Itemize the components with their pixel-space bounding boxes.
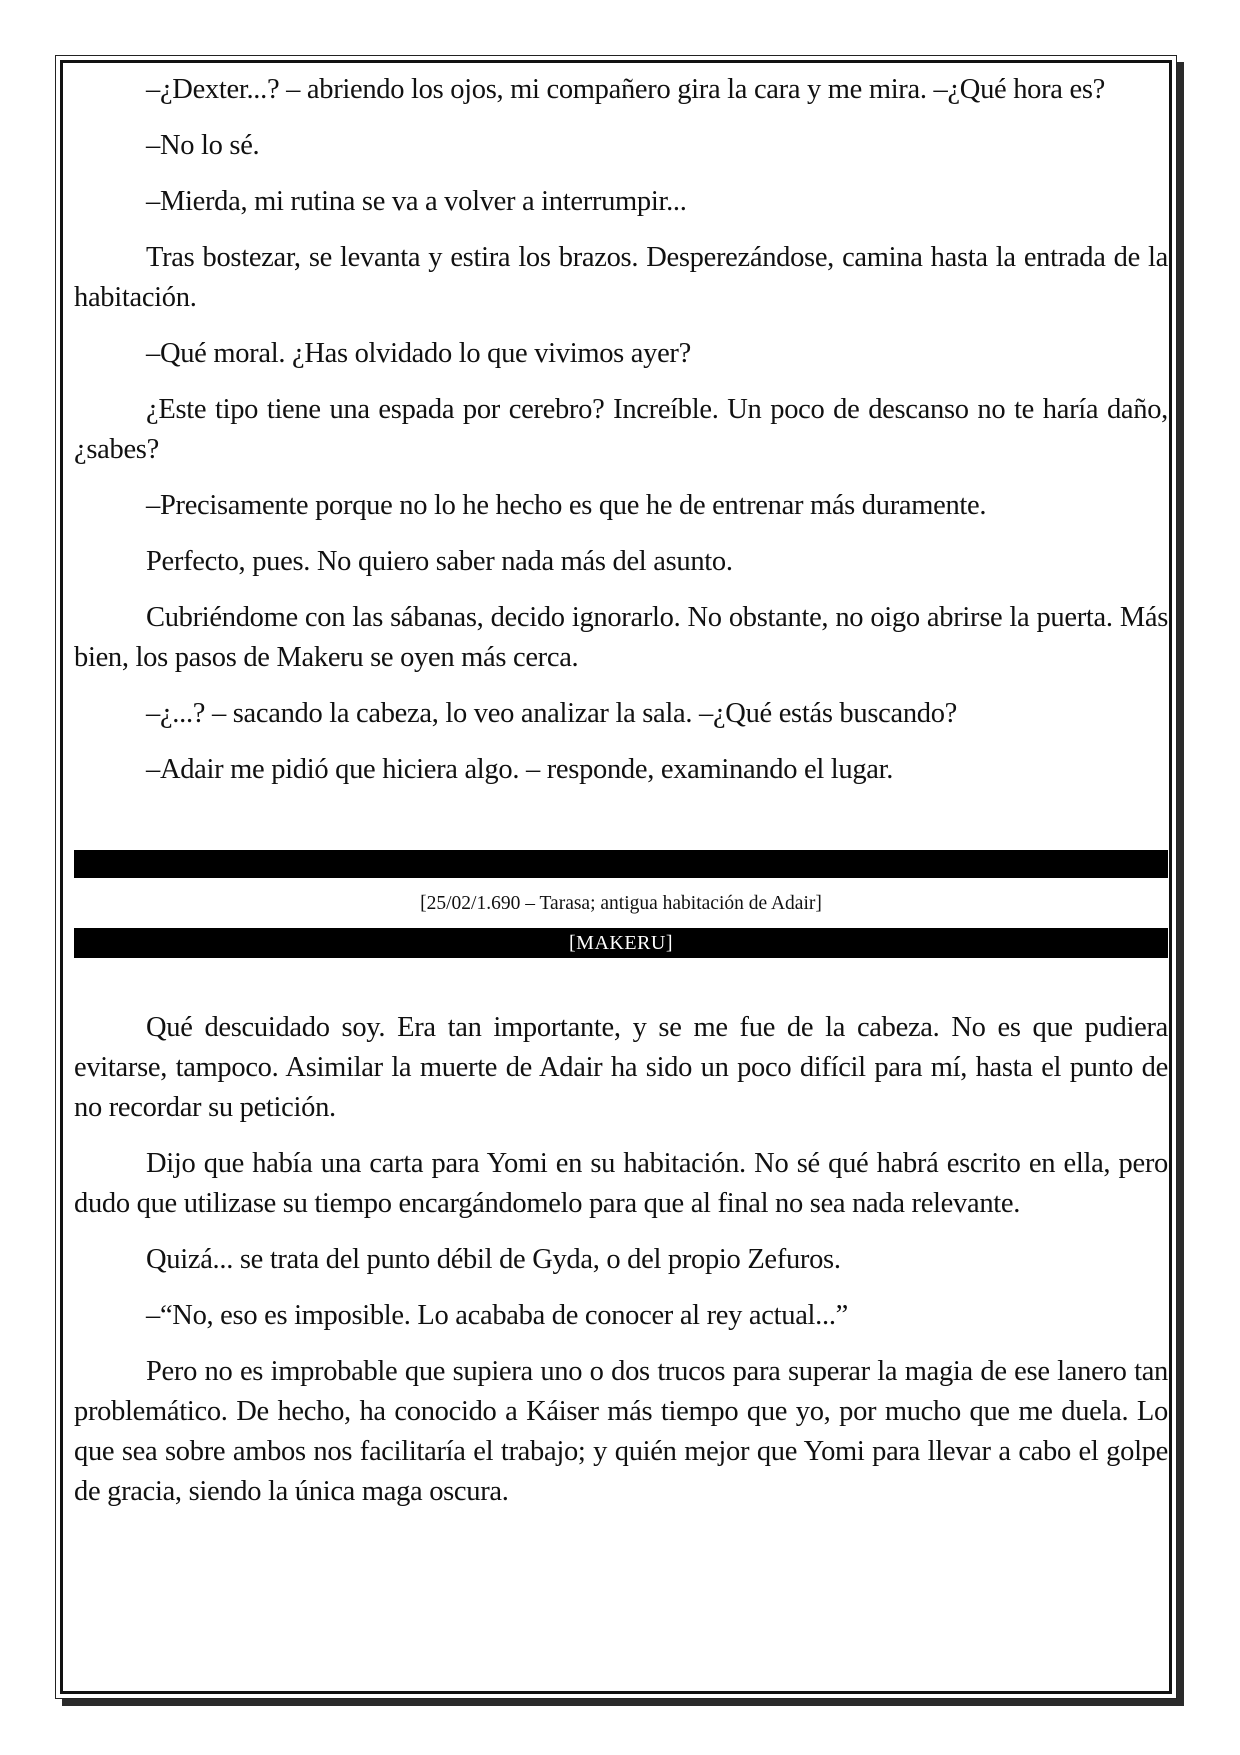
paragraph: –¿Dexter...? – abriendo los ojos, mi compañero gira la cara y me mira. –¿Qué hora es? [146, 74, 1105, 105]
paragraph: –¿...? – sacando la cabeza, lo veo analizar la sala. –¿Qué estás buscando? [146, 698, 958, 729]
paragraph: Pero no es improbable que supiera uno o dos trucos para superar la magia de ese lanero tan problemático. De hecho, ha conocido a Káiser más tiempo que yo, por mucho que me duela. Lo que sea sobre ambos nos facilitaría el trabajo; y quién mejor que Yomi para llevar a cabo el golpe de gracia, siendo la única maga oscura. [74, 1356, 1168, 1507]
paragraph: –Qué moral. ¿Has olvidado lo que vivimos ayer? [146, 338, 691, 369]
paragraph: Perfecto, pues. No quiero saber nada más del asunto. [146, 546, 733, 577]
section-date-location: [25/02/1.690 – Tarasa; antigua habitación de Adair] [420, 893, 822, 914]
paragraph: –No lo sé. [146, 130, 260, 161]
paragraph: –“No, eso es imposible. Lo acababa de conocer al rey actual...” [146, 1300, 848, 1331]
paragraph: –Precisamente porque no lo he hecho es que he de entrenar más duramente. [146, 490, 987, 521]
paragraph: Quizá... se trata del punto débil de Gyda, o del propio Zefuros. [146, 1244, 841, 1275]
paragraph: Qué descuidado soy. Era tan importante, y se me fue de la cabeza. No es que pudiera evitarse, tampoco. Asimilar la muerte de Adair ha sido un poco difícil para mí, hasta el punto de no recordar su petición. [74, 1012, 1168, 1123]
section-divider-bar [74, 850, 1168, 878]
paragraph: ¿Este tipo tiene una espada por cerebro? Increíble. Un poco de descanso no te haría daño, ¿sabes? [74, 394, 1168, 465]
paragraph: Dijo que había una carta para Yomi en su habitación. No sé qué habrá escrito en ella, pero dudo que utilizase su tiempo encargándomelo para que al final no sea nada relevante. [74, 1148, 1168, 1219]
paragraph: –Adair me pidió que hiciera algo. – responde, examinando el lugar. [146, 754, 894, 785]
section-narrator-banner: [MAKERU] [74, 928, 1168, 958]
paragraph: –Mierda, mi rutina se va a volver a interrumpir... [146, 186, 687, 217]
page-content [74, 70, 1168, 1528]
paragraph: Cubriéndome con las sábanas, decido ignorarlo. No obstante, no oigo abrirse la puerta. Más bien, los pasos de Makeru se oyen más cerca. [74, 602, 1168, 673]
paragraph: Tras bostezar, se levanta y estira los brazos. Desperezándose, camina hasta la entrada de la habitación. [74, 242, 1168, 313]
